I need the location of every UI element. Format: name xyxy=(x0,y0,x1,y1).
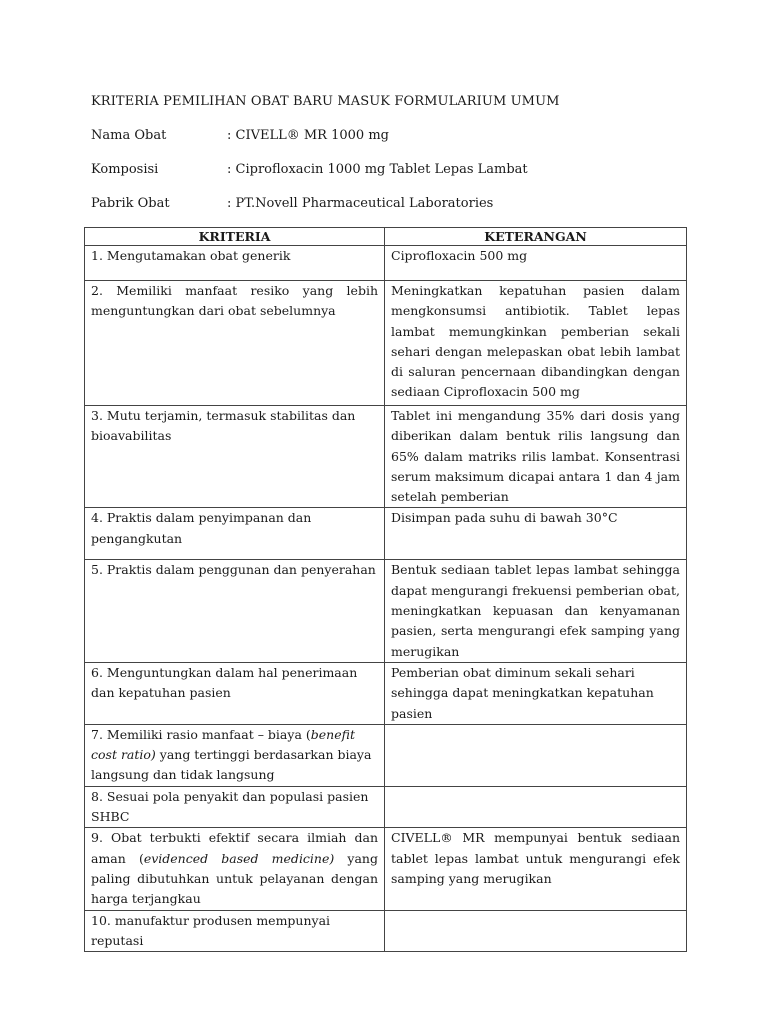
kriteria-cell: 10. manufaktur produsen mempunyai reputasi xyxy=(85,910,385,952)
kriteria-cell: 2. Memiliki manfaat resiko yang lebih menguntungkan dari obat sebelumnya xyxy=(85,281,385,406)
table-header-row xyxy=(85,228,687,246)
meta-row-nama-obat xyxy=(91,128,389,143)
column-header-kriteria: KRITERIA xyxy=(85,228,385,246)
kriteria-emphasis: benefit cost ratio) xyxy=(91,726,355,763)
table-row xyxy=(85,281,687,406)
kriteria-cell: 8. Sesuai pola penyakit dan populasi pasien SHBC xyxy=(85,786,385,828)
meta-label: Nama Obat xyxy=(91,128,167,143)
keterangan-cell: Meningkatkan kepatuhan pasien dalam mengkonsumsi antibiotik. Tablet lepas lambat memungkinkan pemberian sekali sehari dengan melepaskan obat lebih lambat di saluran pencernaan dibandingkan dengan sediaan Ciprofloxacin 500 mg xyxy=(385,281,687,406)
table-row xyxy=(85,910,687,952)
keterangan-cell xyxy=(385,786,687,828)
column-header-keterangan: KETERANGAN xyxy=(385,228,687,246)
kriteria-cell: 3. Mutu terjamin, termasuk stabilitas dan bioavabilitas xyxy=(85,406,385,508)
kriteria-cell: 1. Mengutamakan obat generik xyxy=(85,246,385,281)
keterangan-cell: Disimpan pada suhu di bawah 30°C xyxy=(385,508,687,560)
kriteria-emphasis: evidenced based medicine) xyxy=(143,850,335,866)
table-row xyxy=(85,662,687,724)
table-row xyxy=(85,246,687,281)
keterangan-cell: Ciprofloxacin 500 mg xyxy=(385,246,687,281)
keterangan-cell: Bentuk sediaan tablet lepas lambat sehingga dapat mengurangi frekuensi pemberian obat, meningkatkan kepuasan dan kenyamanan pasien, serta mengurangi efek samping yang merugikan xyxy=(385,560,687,662)
kriteria-cell: 4. Praktis dalam penyimpanan dan pengangkutan xyxy=(85,508,385,560)
keterangan-cell: CIVELL® MR mempunyai bentuk sediaan tablet lepas lambat untuk mengurangi efek samping yang merugikan xyxy=(385,828,687,910)
kriteria-text: 7. Memiliki rasio manfaat – biaya ( xyxy=(91,726,311,742)
meta-label: Pabrik Obat xyxy=(91,196,170,211)
table-row xyxy=(85,786,687,828)
meta-row-pabrik-obat xyxy=(91,196,493,211)
keterangan-cell: Pemberian obat diminum sekali sehari sehingga dapat meningkatkan kepatuhan pasien xyxy=(385,662,687,724)
kriteria-cell xyxy=(85,724,385,786)
keterangan-cell: Tablet ini mengandung 35% dari dosis yang diberikan dalam bentuk rilis langsung dan 65% dalam matriks rilis lambat. Konsentrasi serum maksimum dicapai antara 1 dan 4 jam setelah pemberian xyxy=(385,406,687,508)
document-title: KRITERIA PEMILIHAN OBAT BARU MASUK FORMULARIUM UMUM xyxy=(91,94,560,109)
meta-value: : PT.Novell Pharmaceutical Laboratories xyxy=(227,196,494,211)
table-row xyxy=(85,406,687,508)
meta-value: : CIVELL® MR 1000 mg xyxy=(227,128,389,143)
table-row xyxy=(85,724,687,786)
keterangan-cell xyxy=(385,724,687,786)
meta-row-komposisi xyxy=(91,162,528,177)
kriteria-text: 9. Obat terbukti efektif secara ilmiah dan aman ( xyxy=(91,830,378,866)
kriteria-cell: 5. Praktis dalam penggunan dan penyerahan xyxy=(85,560,385,662)
meta-label: Komposisi xyxy=(91,162,159,177)
table-row xyxy=(85,508,687,560)
kriteria-text: yang paling dibutuhkan untuk pelayanan dengan harga terjangkau xyxy=(91,850,378,907)
kriteria-cell xyxy=(85,828,385,910)
table-row xyxy=(85,828,687,910)
meta-value: : Ciprofloxacin 1000 mg Tablet Lepas Lambat xyxy=(227,162,528,177)
criteria-table xyxy=(84,227,687,952)
keterangan-cell xyxy=(385,910,687,952)
kriteria-text: yang tertinggi berdasarkan biaya langsung dan tidak langsung xyxy=(91,747,372,783)
kriteria-cell: 6. Menguntungkan dalam hal penerimaan dan kepatuhan pasien xyxy=(85,662,385,724)
table-row xyxy=(85,560,687,662)
